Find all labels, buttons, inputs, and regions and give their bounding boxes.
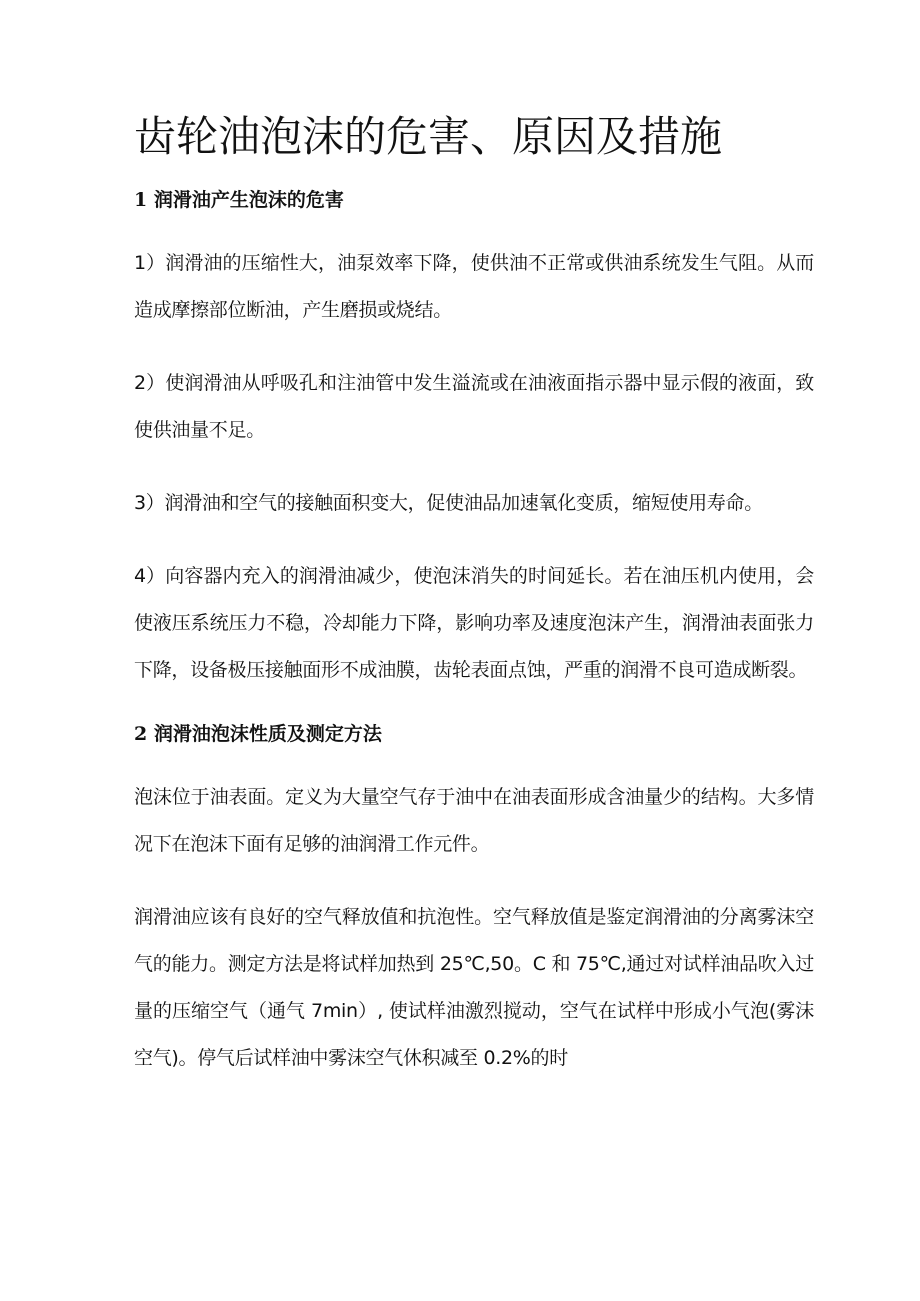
section-properties xyxy=(134,720,820,1082)
section-heading-properties: 2 润滑油泡沫性质及测定方法 xyxy=(134,723,382,745)
paragraph-property-2: 润滑油应该有良好的空气释放值和抗泡性。空气释放值是鉴定润滑油的分离雾沫空气的能力。测定方法是将试样加热到 25℃,50。C 和 75℃,通过对试样油品吹入过量的压缩空气（通气 7min）, 使试样油激烈搅动，空气在试样中形成小气泡(雾沫空气)。停气后试样油中雾沫空气休积减至 0.2%的时 xyxy=(134,906,814,1069)
section-hazards xyxy=(134,186,820,694)
document-title: 齿轮油泡沫的危害、原因及措施 xyxy=(134,112,723,161)
paragraph-hazard-4: 4）向容器内充入的润滑油减少，使泡沫消失的时间延长。若在油压机内使用，会使液压系统压力不稳，冷却能力下降，影响功率及速度泡沫产生，润滑油表面张力下降，设备极压接触面形不成油膜，齿轮表面点蚀，严重的润滑不良可造成断裂。 xyxy=(134,565,814,681)
paragraph-property-1: 泡沫位于油表面。定义为大量空气存于油中在油表面形成含油量少的结构。大多情况下在泡沫下面有足够的油润滑工作元件。 xyxy=(134,786,814,855)
paragraph-hazard-2: 2）使润滑油从呼吸孔和注油管中发生溢流或在油液面指示器中显示假的液面，致使供油量不足。 xyxy=(134,372,814,441)
paragraph-hazard-3: 3）润滑油和空气的接触面积变大，促使油品加速氧化变质，缩短使用寿命。 xyxy=(134,492,763,514)
section-heading-hazards: 1 润滑油产生泡沫的危害 xyxy=(134,189,344,211)
paragraph-hazard-1: 1）润滑油的压缩性大，油泵效率下降，使供油不正常或供油系统发生气阻。从而造成摩擦部位断油，产生磨损或烧结。 xyxy=(134,252,814,321)
